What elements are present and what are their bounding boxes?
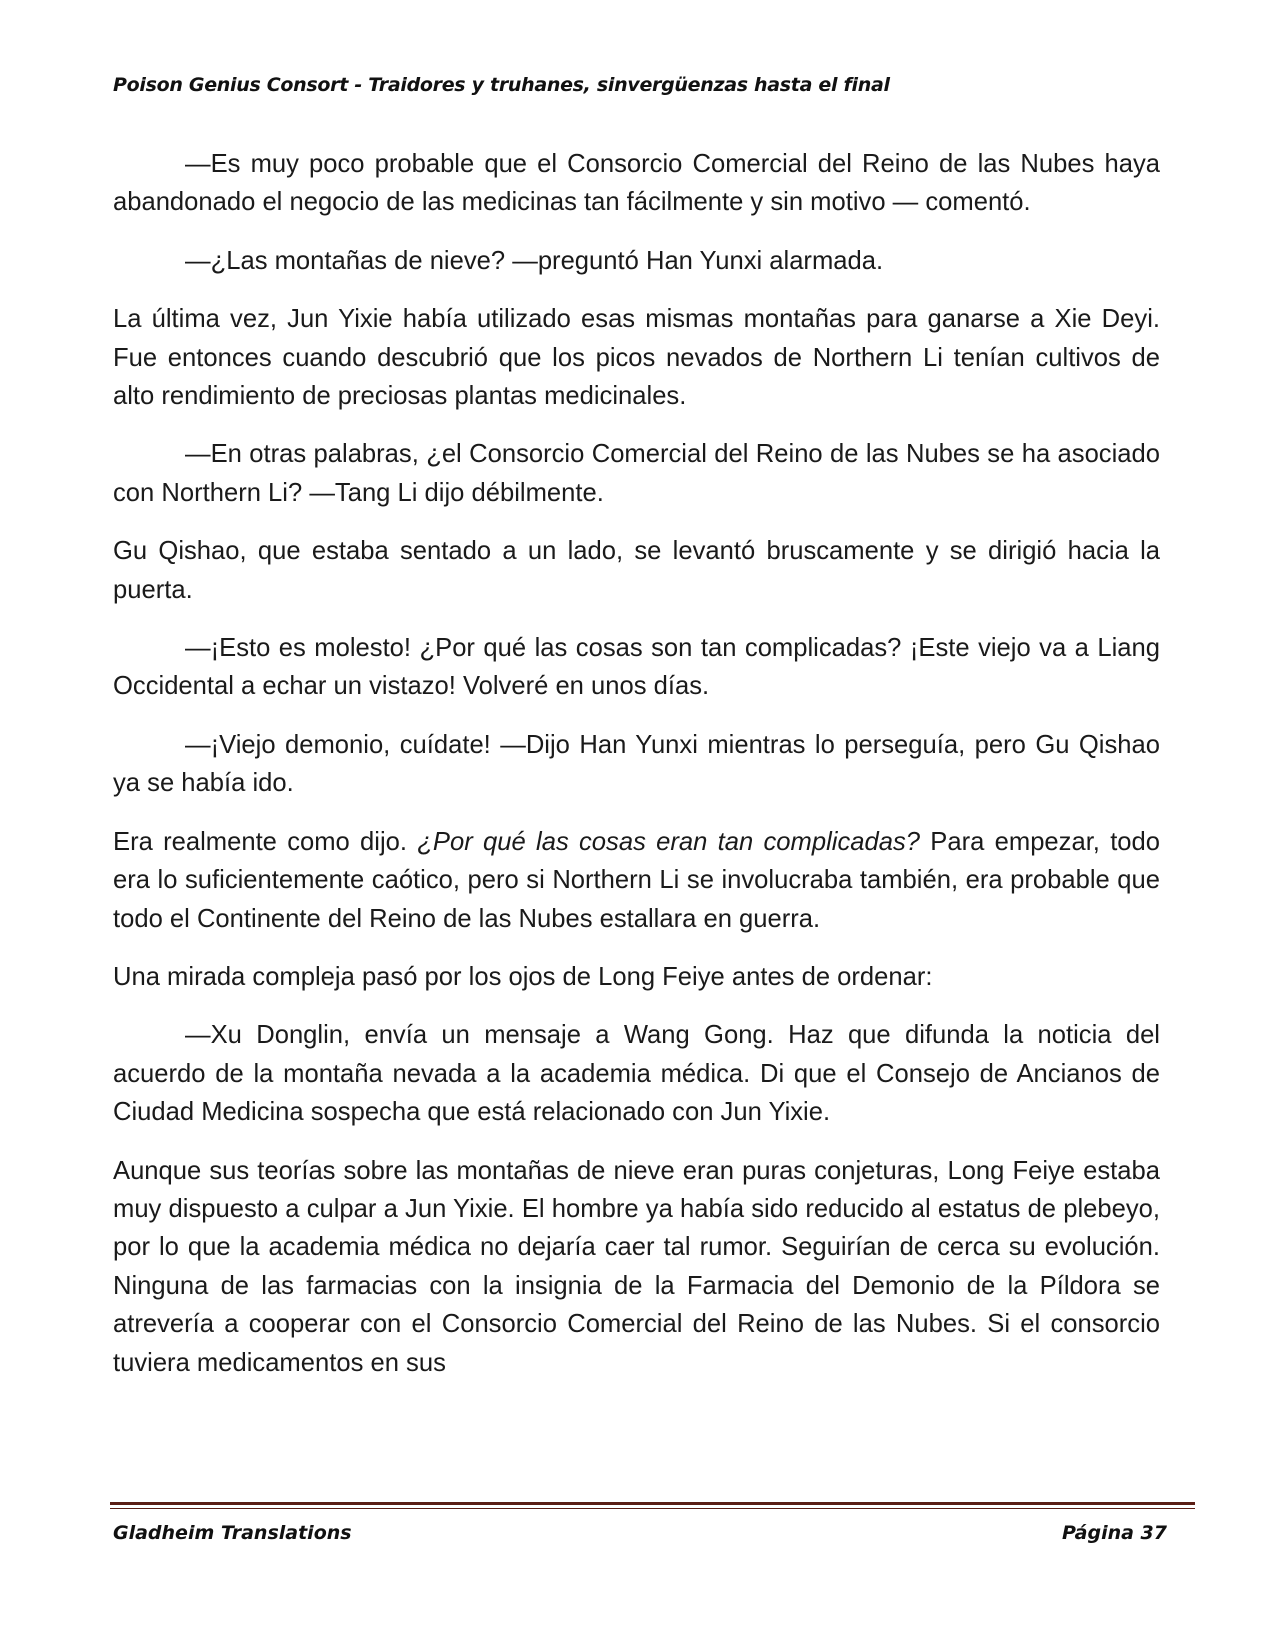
paragraph: —En otras palabras, ¿el Consorcio Comercial del Reino de las Nubes se ha asociado con Northern Li? —Tang Li dijo débilmente. bbox=[113, 440, 1160, 507]
paragraph: Aunque sus teorías sobre las montañas de nieve eran puras conjeturas, Long Feiye estaba muy dispuesto a culpar a Jun Yixie. El hombre ya había sido reducido al estatus de plebeyo, por lo que la academia médica no dejaría caer tal rumor. Seguirían de cerca su evolución. Ninguna de las farmacias con la insignia de la Farmacia del Demonio de la Píldora se atrevería a cooperar con el Consorcio Comercial del Reino de las Nubes. Si el consorcio tuviera medicamentos en sus bbox=[113, 1156, 1160, 1377]
paragraph: La última vez, Jun Yixie había utilizado esas mismas montañas para ganarse a Xie Deyi. Fue entonces cuando descubrió que los picos nevados de Northern Li tenían cultivos de alto rendimiento de preciosas plantas medicinales. bbox=[113, 305, 1160, 411]
footer-credit: Gladheim Translations bbox=[113, 1522, 352, 1544]
italic-thought: ¿Por qué las cosas eran tan complicadas? bbox=[417, 827, 921, 856]
paragraph: —¡Esto es molesto! ¿Por qué las cosas son tan complicadas? ¡Este viejo va a Liang Occidental a echar un vistazo! Volveré en unos días. bbox=[113, 634, 1160, 701]
paragraph: Gu Qishao, que estaba sentado a un lado, se levantó bruscamente y se dirigió hacia la puerta. bbox=[113, 537, 1160, 604]
page-number: Página 37 bbox=[1061, 1522, 1167, 1544]
footer-rule bbox=[110, 1502, 1195, 1509]
document-body bbox=[113, 145, 1160, 1402]
paragraph bbox=[113, 823, 1160, 938]
paragraph: Una mirada compleja pasó por los ojos de Long Feiye antes de ordenar: bbox=[113, 962, 933, 991]
paragraph: —¡Viejo demonio, cuídate! —Dijo Han Yunxi mientras lo perseguía, pero Gu Qishao ya se había ido. bbox=[113, 730, 1160, 798]
paragraph-text: Para empezar, todo era lo suficientemente caótico, pero si Northern Li se involucraba también, era probable que todo el Continente del Reino de las Nubes estallara en guerra. bbox=[113, 827, 1161, 933]
paragraph: —¿Las montañas de nieve? —preguntó Han Yunxi alarmada. bbox=[185, 246, 884, 275]
paragraph-text: Era realmente como dijo. bbox=[113, 827, 418, 856]
paragraph: —Es muy poco probable que el Consorcio Comercial del Reino de las Nubes haya abandonado el negocio de las medicinas tan fácilmente y sin motivo — comentó. bbox=[113, 150, 1160, 217]
page-header: Poison Genius Consort - Traidores y truhanes, sinvergüenzas hasta el final bbox=[113, 74, 890, 96]
paragraph: —Xu Donglin, envía un mensaje a Wang Gong. Haz que difunda la noticia del acuerdo de la montaña nevada a la academia médica. Di que el Consejo de Ancianos de Ciudad Medicina sospecha que está relacionado con Jun Yixie. bbox=[113, 1021, 1160, 1127]
